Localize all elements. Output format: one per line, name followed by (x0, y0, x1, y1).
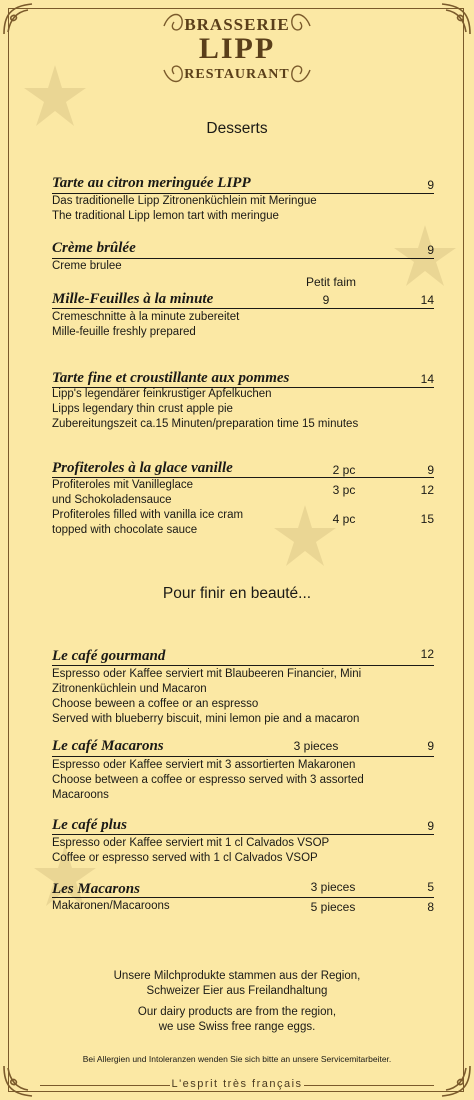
item-qty: 3 pieces (293, 739, 339, 753)
option-price: 15 (420, 512, 434, 526)
item-description: Espresso oder Kaffee serviert mit 1 cl Calvados VSOP Coffee or espresso served with 1 cl Calvados VSOP (52, 837, 330, 864)
item-description: Lipp's legendärer feinkrustiger Apfelkuchen Lipps legendary thin crust apple pie Zubereitungszeit ca.15 Minuten/preparation time 15 minutes (52, 388, 359, 430)
option-qty: 3 pc (332, 483, 356, 497)
item-price-small: 9 (322, 293, 330, 307)
section-title-finish: Pour finir en beauté... (162, 585, 312, 602)
option-price: 12 (420, 483, 434, 497)
section-title-desserts: Desserts (206, 120, 268, 137)
item-price: 9 (427, 739, 434, 753)
logo-line2: LIPP (198, 32, 276, 65)
item-title-cafe-gourmand: Le café gourmand (52, 648, 166, 664)
divider (52, 756, 434, 757)
item-price: 9 (427, 819, 434, 833)
item-price: 12 (420, 647, 434, 661)
item-description: Profiteroles mit Vanilleglace und Schokoladensauce (52, 479, 194, 506)
option-qty: 3 pieces (310, 880, 356, 894)
option-qty: 5 pieces (310, 900, 356, 914)
item-title-cafe-plus: Le café plus (52, 817, 127, 833)
option-price: 5 (427, 880, 434, 894)
option-qty: 2 pc (332, 463, 356, 477)
item-price: 14 (420, 372, 434, 386)
divider (52, 897, 434, 898)
footer-note-en: Our dairy products are from the region, we use Swiss free range eggs. (137, 1006, 337, 1033)
item-title-tarte-citron: Tarte au citron meringuée LIPP (52, 175, 251, 191)
item-title-macarons: Les Macarons (52, 881, 140, 897)
brasserie-lipp-logo (160, 6, 314, 90)
divider (52, 834, 434, 835)
item-title-profiteroles: Profiteroles à la glace vanille (52, 460, 233, 476)
option-price: 8 (427, 900, 434, 914)
item-description: Espresso oder Kaffee serviert mit 3 assortierten Makaronen Choose between a coffee or espresso served with 3 assorted Macaroons (52, 759, 364, 801)
item-price: 14 (420, 293, 434, 307)
item-description: Cremeschnitte à la minute zubereitet Mille-feuille freshly prepared (52, 311, 240, 338)
item-title-cafe-macarons: Le café Macarons (52, 738, 164, 754)
option-price: 9 (427, 463, 434, 477)
item-description: Profiteroles filled with vanilla ice cram topped with chocolate sauce (52, 509, 244, 536)
corner-ornament-icon (2, 2, 36, 36)
divider (52, 308, 434, 309)
item-title-tarte-pommes: Tarte fine et croustillante aux pommes (52, 370, 290, 386)
item-description: Makaronen/Macaroons (52, 900, 170, 912)
footer-note-de: Unsere Milchprodukte stammen aus der Region, Schweizer Eier aus Freilandhaltung (113, 970, 361, 997)
logo-line3: RESTAURANT (184, 67, 290, 82)
watermark-icon (390, 220, 460, 290)
page-border (8, 8, 464, 1092)
item-description: Creme brulee (52, 260, 122, 272)
size-label: Petit faim (305, 275, 356, 289)
item-price: 9 (427, 178, 434, 192)
corner-ornament-icon (438, 2, 472, 36)
item-price: 9 (427, 243, 434, 257)
item-description: Espresso oder Kaffee serviert mit Blaubeeren Financier, Mini Zitronenküchlein und Macaron Choose beween a coffee or an espresso Served with blueberry biscuit, mini lemon pie and a macaron (52, 668, 362, 725)
allergy-note: Bei Allergien und Intoleranzen wenden Sie sich bitte an unsere Servicemitarbeiter. (82, 1054, 392, 1064)
watermark-icon (270, 500, 340, 570)
item-title-creme-brulee: Crème brûlée (52, 240, 136, 256)
tagline: L'esprit très français (171, 1078, 303, 1090)
item-description: Das traditionelle Lipp Zitronenküchlein mit Meringue The traditional Lipp lemon tart with meringue (52, 195, 317, 222)
divider (52, 665, 434, 666)
logo-line1: BRASSERIE (184, 15, 290, 34)
option-qty: 4 pc (332, 512, 356, 526)
item-title-mille-feuilles: Mille-Feuilles à la minute (52, 291, 214, 307)
